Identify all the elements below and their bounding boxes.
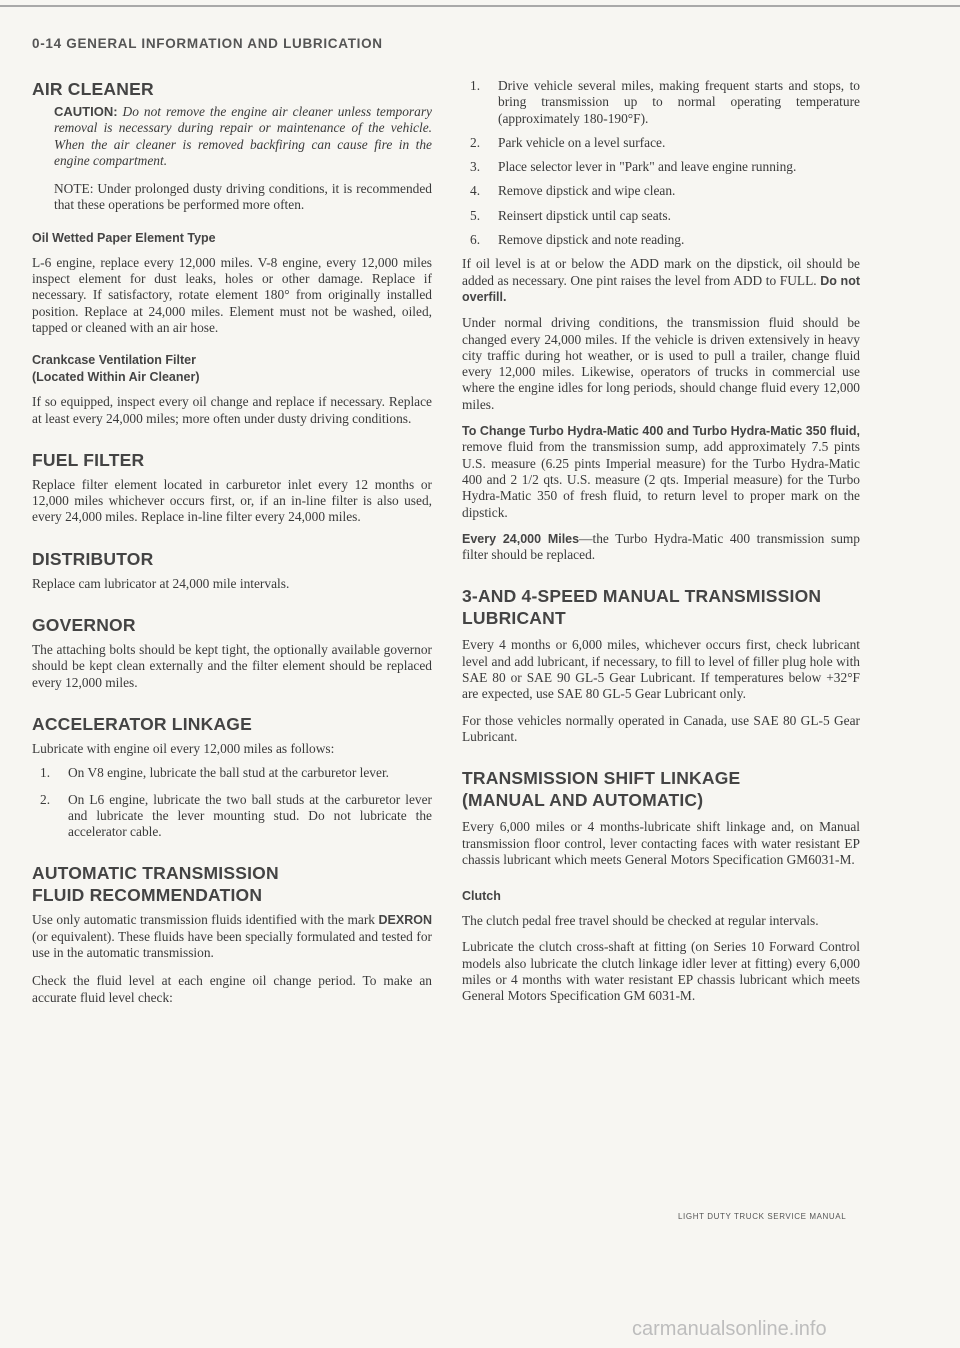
atf-paragraph-1: Use only automatic transmission fluids identified with the mark DEXRON (or equivalent). These fluids have been specially formulated and tested for use in the automatic transmission.: [32, 912, 432, 961]
top-rule: [0, 5, 960, 7]
heading-distributor: DISTRIBUTOR: [32, 548, 154, 569]
accelerator-intro: Lubricate with engine oil every 12,000 miles as follows:: [32, 740, 335, 756]
fuel-filter-text: Replace filter element located in carburetor inlet every 12 months or 12,000 miles whichever occurs first, or, if an in-line filter is also used, every 24,000 miles. Replace in-line filter every 24,000 miles.: [32, 476, 432, 525]
heading-shift-linkage-1: TRANSMISSION SHIFT LINKAGE: [462, 768, 741, 789]
heading-air-cleaner: AIR CLEANER: [32, 79, 154, 99]
do-not-overfill: Do not overfill.: [462, 273, 860, 304]
heading-manual-trans-1: 3-AND 4-SPEED MANUAL TRANSMISSION: [462, 586, 822, 607]
heading-shift-linkage-2: (MANUAL AND AUTOMATIC): [462, 790, 704, 811]
list-item: 5. Reinsert dipstick until cap seats.: [470, 207, 671, 223]
crankcase-text: If so equipped, inspect every oil change and replace if necessary. Replace at least every 24,000 miles; more often under dusty driving conditions.: [32, 394, 432, 426]
accelerator-list: [32, 765, 432, 840]
list-item: 1. Drive vehicle several miles, making frequent starts and stops, to bring transmission up to normal operating temperature (approximately 180-190°F).: [470, 78, 860, 126]
to-change-paragraph: To Change Turbo Hydra-Matic 400 and Turbo Hydra-Matic 350 fluid, remove fluid from the transmission sump, add approximately 7.5 pints U.S. measure (6.25 pints Imperial measure) for the Turbo Hydra-Matic 400 and 2 1/2 qts. U.S. measure (2 qts. Imperial measure) for the Turbo Hydra-Matic 350 of fresh fluid, to return level to proper mark on the dipstick.: [462, 424, 860, 520]
manual-trans-paragraph-1: Every 4 months or 6,000 miles, whichever occurs first, check lubricant level and add lubricant, if necessary, to fill to level of filler plug hole with SAE 80 or SAE 90 GL-5 Gear Lubricant. If temperatures below +32°F are expected, use SAE 80 GL-5 Gear Lubricant only.: [462, 637, 860, 702]
list-item: 4. Remove dipstick and wipe clean.: [470, 183, 676, 199]
oil-wetted-text: L-6 engine, replace every 12,000 miles. V-8 engine, every 12,000 miles inspect element for dust leaks, holes or other damage. Replace if necessary. If satisfactory, rotate element 180° from originally installed position. Replace at 24,000 miles. Element must not be washed, oiled, tapped or cleaned with an air hose.: [32, 254, 432, 335]
list-item: 2. On L6 engine, lubricate the two ball studs at the carburetor lever and lubricate the lever mounting stud. Do not lubricate the accelerator cable.: [40, 791, 432, 840]
heading-governor: GOVERNOR: [32, 615, 136, 636]
clutch-paragraph-1: The clutch pedal free travel should be checked at regular intervals.: [462, 913, 819, 929]
right-column: [462, 78, 860, 1005]
caution-paragraph: [54, 104, 432, 169]
atf-paragraph-2: Check the fluid level at each engine oil change period. To make an accurate fluid level check:: [32, 973, 432, 1005]
every-24000-label: Every 24,000 Miles: [462, 531, 580, 546]
heading-accelerator: ACCELERATOR LINKAGE: [32, 713, 252, 734]
clutch-paragraph-2: Lubricate the clutch cross-shaft at fitting (on Series 10 Forward Control models also lubricate the clutch linkage idler lever at fitting) every 6,000 miles or 4 months with water resistant EP chassis lubricant which meets General Motors Specification GM 6031-M.: [462, 939, 860, 1004]
list-item: 3. Place selector lever in "Park" and leave engine running.: [470, 159, 797, 175]
to-change-label: To Change Turbo Hydra-Matic 400 and Turbo Hydra-Matic 350 fluid,: [462, 424, 860, 439]
heading-fuel-filter: FUEL FILTER: [32, 449, 145, 470]
heading-manual-trans-2: LUBRICANT: [462, 608, 566, 629]
shift-linkage-paragraph: Every 6,000 miles or 4 months-lubricate shift linkage and, on Manual transmission floor control, lever contacting faces with water resistant EP chassis lubricant which meets General Motors Specification GM6031-M.: [462, 819, 860, 867]
governor-text: The attaching bolts should be kept tight, the optionally available governor should be kept clean externally and the filter element should be replaced every 12,000 miles.: [32, 642, 432, 690]
caution-text: Do not remove the engine air cleaner unless temporary removal is necessary during repair or maintenance of the vehicle. When the air cleaner is removed backfiring can cause fire in the engine compartment.: [54, 104, 432, 168]
heading-crankcase-sub: (Located Within Air Cleaner): [32, 370, 200, 385]
footer-label: LIGHT DUTY TRUCK SERVICE MANUAL: [678, 1212, 847, 1221]
normal-driving-paragraph: Under normal driving conditions, the transmission fluid should be changed every 24,000 miles. If the vehicle is driven extensively in heavy city traffic during hot weather, or is used to pull a trailer, change fluid every 12,000 miles. Likewise, operators of trucks in commercial use where the engine idles for long periods, should change fluid every 12,000 miles.: [462, 315, 860, 412]
fluid-check-steps: [462, 78, 860, 248]
list-item: 2. Park vehicle on a level surface.: [470, 134, 666, 150]
manual-trans-paragraph-2: For those vehicles normally operated in Canada, use SAE 80 GL-5 Gear Lubricant.: [462, 712, 860, 744]
dexron-mark: DEXRON: [378, 913, 432, 928]
running-header: 0-14 GENERAL INFORMATION AND LUBRICATION: [32, 36, 383, 51]
list-item: 1. On V8 engine, lubricate the ball stud at the carburetor lever.: [40, 765, 390, 781]
heading-atf-1: AUTOMATIC TRANSMISSION: [32, 863, 279, 884]
caution-label: CAUTION:: [54, 104, 118, 119]
distributor-text: Replace cam lubricator at 24,000 mile intervals.: [32, 575, 290, 591]
watermark: carmanualsonline.info: [632, 1318, 827, 1340]
heading-oil-wetted: Oil Wetted Paper Element Type: [32, 230, 216, 245]
note-paragraph: NOTE: Under prolonged dusty driving conditions, it is recommended that these operations be performed more often.: [54, 181, 432, 213]
left-column: [32, 78, 432, 1006]
oil-level-paragraph: If oil level is at or below the ADD mark on the dipstick, oil should be added as necessary. One pint raises the level from ADD to FULL. Do not overfill.: [462, 256, 860, 304]
list-item: 6. Remove dipstick and note reading.: [470, 232, 685, 248]
heading-crankcase: Crankcase Ventilation Filter: [32, 353, 196, 368]
every-24000-paragraph: Every 24,000 Miles—the Turbo Hydra-Matic 400 transmission sump filter should be replaced.: [462, 530, 861, 563]
heading-atf-2: FLUID RECOMMENDATION: [32, 885, 263, 906]
heading-clutch: Clutch: [462, 889, 501, 904]
